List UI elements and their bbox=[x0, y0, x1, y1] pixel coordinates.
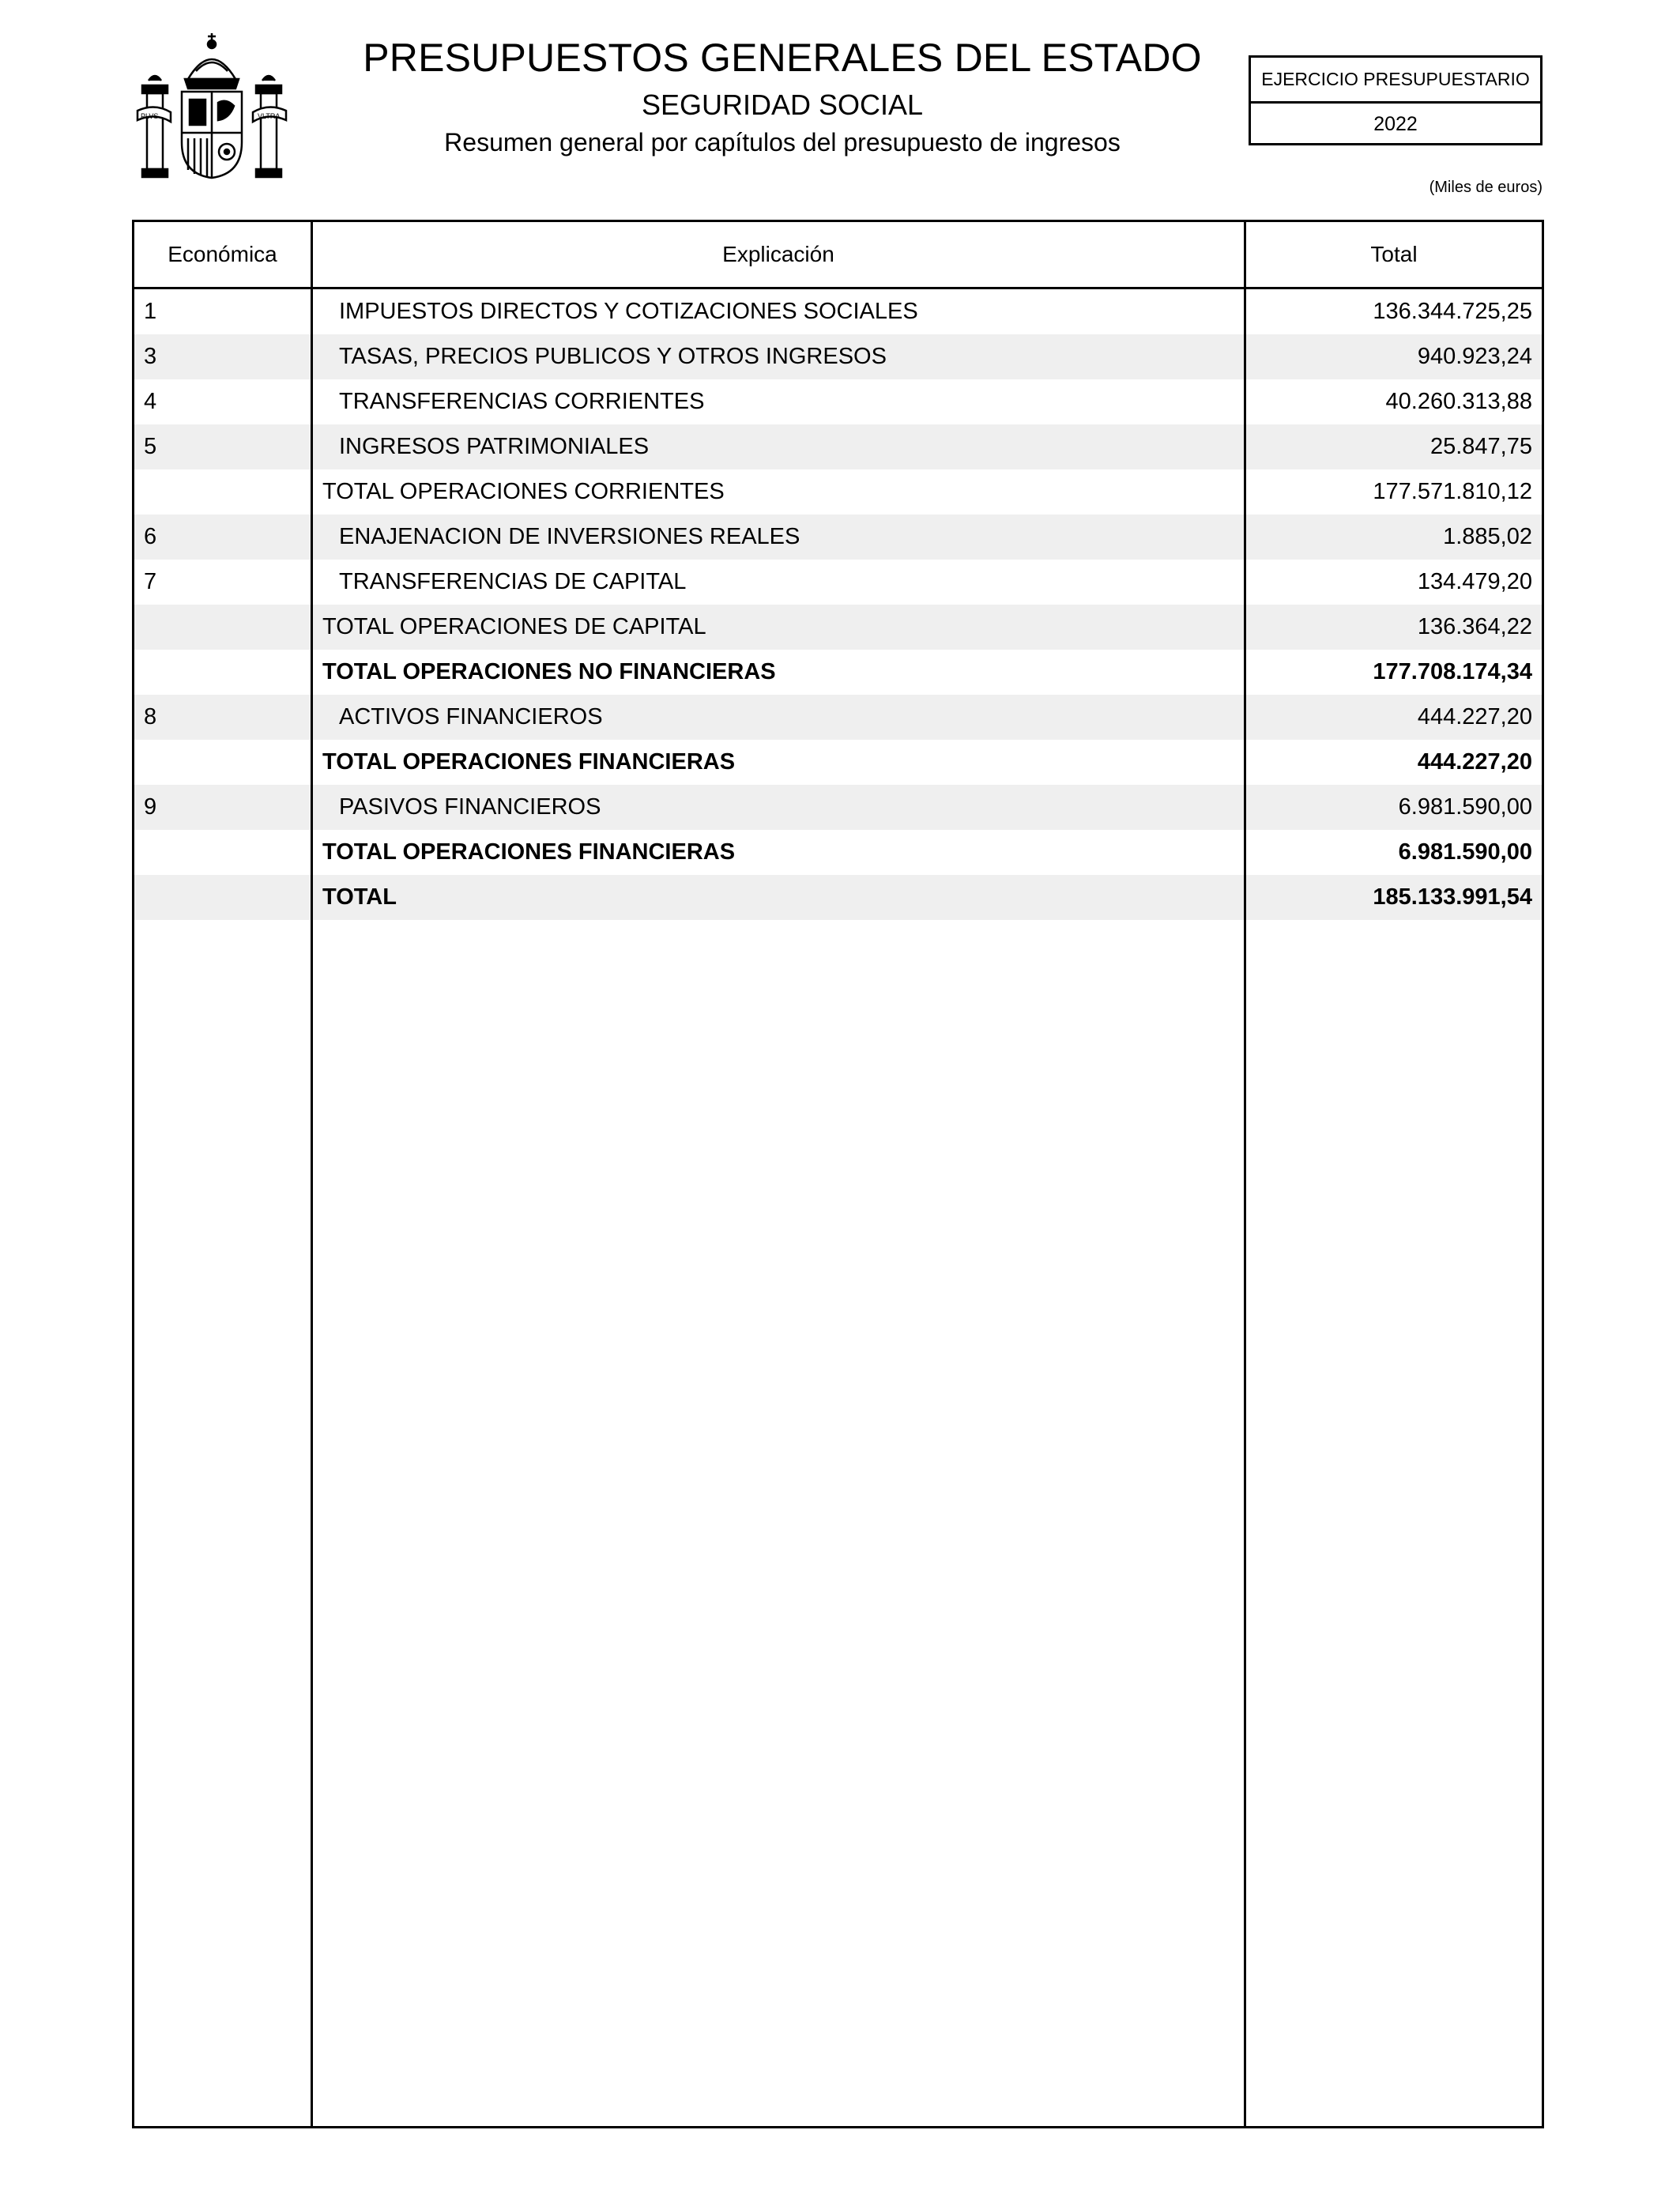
column-divider bbox=[311, 222, 313, 2126]
cell-total: 40.260.313,88 bbox=[1385, 389, 1532, 414]
column-header-total: Total bbox=[1370, 242, 1418, 266]
cell-total: 177.708.174,34 bbox=[1373, 659, 1532, 684]
cell-total: 185.133.991,54 bbox=[1373, 884, 1532, 910]
cell-economica: 5 bbox=[144, 434, 157, 459]
page-description: Resumen general por capítulos del presupuesto de ingresos bbox=[444, 128, 1121, 156]
table-row bbox=[134, 289, 1542, 334]
cell-total: 6.981.590,00 bbox=[1398, 839, 1532, 865]
cell-explicacion: TRANSFERENCIAS DE CAPITAL bbox=[339, 569, 687, 594]
cell-total: 177.571.810,12 bbox=[1373, 479, 1532, 504]
cell-total: 134.479,20 bbox=[1417, 569, 1532, 594]
cell-explicacion: ENAJENACION DE INVERSIONES REALES bbox=[339, 524, 800, 549]
table-row bbox=[134, 379, 1542, 424]
cell-total: 25.847,75 bbox=[1430, 434, 1532, 459]
table-row bbox=[134, 605, 1542, 650]
cell-total: 940.923,24 bbox=[1417, 344, 1532, 369]
cell-total: 444.227,20 bbox=[1417, 704, 1532, 729]
table-header bbox=[134, 222, 1542, 289]
cell-explicacion: TOTAL bbox=[322, 884, 397, 910]
table-row bbox=[134, 785, 1542, 830]
cell-economica: 4 bbox=[144, 389, 157, 414]
budget-table bbox=[132, 220, 1544, 2128]
coat-of-arms-logo bbox=[133, 24, 291, 182]
table-row bbox=[134, 560, 1542, 605]
cell-explicacion: PASIVOS FINANCIEROS bbox=[339, 794, 601, 820]
cell-total: 1.885,02 bbox=[1443, 524, 1532, 549]
cell-total: 136.344.725,25 bbox=[1373, 299, 1532, 324]
cell-explicacion: TASAS, PRECIOS PUBLICOS Y OTROS INGRESOS bbox=[339, 344, 887, 369]
fiscal-year-box bbox=[1249, 55, 1543, 145]
table-body bbox=[134, 289, 1542, 920]
units-note: (Miles de euros) bbox=[1429, 179, 1543, 196]
cell-explicacion: TRANSFERENCIAS CORRIENTES bbox=[339, 389, 705, 414]
table-row bbox=[134, 650, 1542, 695]
cell-explicacion: TOTAL OPERACIONES FINANCIERAS bbox=[322, 839, 736, 865]
table-row bbox=[134, 469, 1542, 515]
table-row bbox=[134, 695, 1542, 740]
table-row bbox=[134, 334, 1542, 379]
cell-explicacion: INGRESOS PATRIMONIALES bbox=[339, 434, 650, 459]
cell-economica: 8 bbox=[144, 704, 157, 729]
coat-of-arms-of-spain-icon bbox=[133, 24, 291, 182]
cell-total: 136.364,22 bbox=[1417, 614, 1532, 639]
cell-total: 444.227,20 bbox=[1417, 749, 1532, 775]
cell-total: 6.981.590,00 bbox=[1398, 794, 1532, 820]
cell-explicacion: TOTAL OPERACIONES NO FINANCIERAS bbox=[322, 659, 776, 684]
column-header-economica: Económica bbox=[168, 242, 277, 266]
cell-explicacion: IMPUESTOS DIRECTOS Y COTIZACIONES SOCIALES bbox=[339, 299, 918, 324]
page-subtitle: SEGURIDAD SOCIAL bbox=[641, 89, 924, 121]
fiscal-year-label: EJERCICIO PRESUPUESTARIO bbox=[1251, 58, 1540, 104]
cell-economica: 6 bbox=[144, 524, 157, 549]
cell-explicacion: ACTIVOS FINANCIEROS bbox=[339, 704, 603, 729]
cell-explicacion: TOTAL OPERACIONES FINANCIERAS bbox=[322, 749, 736, 775]
cell-economica: 9 bbox=[144, 794, 157, 820]
cell-explicacion: TOTAL OPERACIONES DE CAPITAL bbox=[322, 614, 706, 639]
table-row bbox=[134, 830, 1542, 875]
svg-text:VLTRA: VLTRA bbox=[258, 112, 281, 120]
cell-economica: 7 bbox=[144, 569, 157, 594]
table-row bbox=[134, 424, 1542, 469]
table-row bbox=[134, 875, 1542, 920]
column-header-explicacion: Explicación bbox=[722, 242, 834, 266]
table-row bbox=[134, 740, 1542, 785]
page-title: PRESUPUESTOS GENERALES DEL ESTADO bbox=[363, 36, 1202, 80]
fiscal-year-value: 2022 bbox=[1373, 113, 1418, 135]
cell-economica: 3 bbox=[144, 344, 157, 369]
cell-economica: 1 bbox=[144, 299, 157, 324]
column-divider bbox=[1244, 222, 1246, 2126]
cell-explicacion: TOTAL OPERACIONES CORRIENTES bbox=[322, 479, 725, 504]
table-row bbox=[134, 515, 1542, 560]
svg-text:PLVS: PLVS bbox=[141, 112, 159, 120]
